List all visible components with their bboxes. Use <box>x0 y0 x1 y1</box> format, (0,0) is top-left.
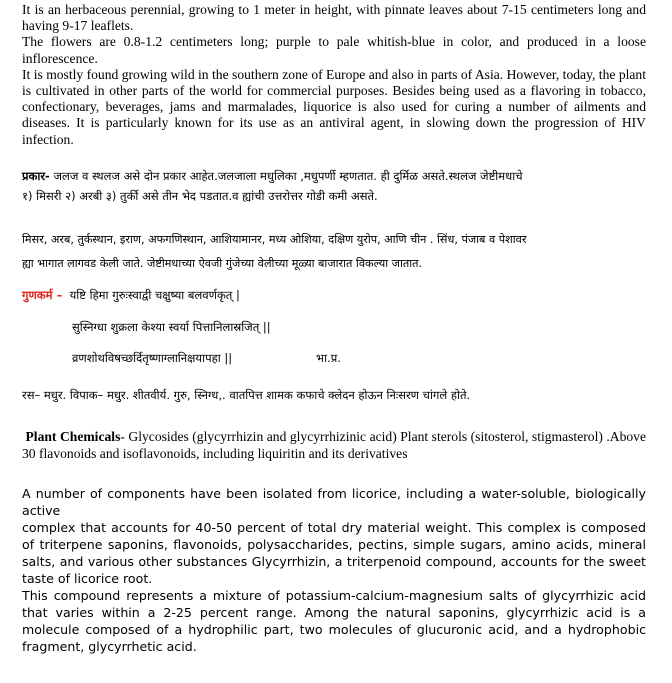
region-line-1: मिसर, अरब, तुर्कस्थान, इराण, अफगणिस्थान, आशियामानर, मध्य ओशिया, दक्षिण युरोप, आणि चीन . सिंध, पंजाब व पेशावर <box>22 233 527 246</box>
intro-section <box>22 2 646 148</box>
gunkarma-verse-2: सुस्निग्धा शुक्रला केश्या स्वर्या पित्तानिलास्रजित् || <box>72 320 271 334</box>
prakar-label: प्रकार- <box>22 169 50 183</box>
plant-chemicals-label: Plant Chemicals <box>25 429 121 444</box>
gunkarma-reference: भा.प्र. <box>316 351 341 365</box>
prakar-line-1: प्रकार- जलज व स्थलज असे दोन प्रकार आहेत.जलजाला मधुलिका ,मधुपर्णी म्हणतात. ही दुर्मिळ असते.स्थलज जेष्टीमधाचे <box>22 169 523 183</box>
intro-paragraph-2: The flowers are 0.8-1.2 centimeters long; purple to pale whitish-blue in color, and produced in a loose inflorescence. <box>22 34 646 66</box>
intro-paragraph-1: It is an herbaceous perennial, growing to 1 meter in height, with pinnate leaves about 7-15 centimeters long and having 9-17 leaflets. <box>22 2 646 34</box>
prakar-section <box>22 166 646 206</box>
gunkarma-verse-1: गुणकर्म – यष्टि हिमा गुरुःस्वाद्वी चक्षुष्या बलवर्णकृत् | <box>22 288 240 302</box>
intro-paragraph-3: It is mostly found growing wild in the southern zone of Europe and also in parts of Asia. However, today, the plant is cultivated in other parts of the world for commercial purposes. Besides being used as a flavoring in tobacco, confectionary, beverages, jams and marmalades, liquorice is also used for curing a number of ailments and diseases. It is particularly known for its use as an antiviral agent, in slowing down the progression of HIV infection. <box>22 66 646 147</box>
components-paragraph-3: This compound represents a mixture of potassium-calcium-magnesium salts of glycyrrhizic acid that varies within a 2-25 percent range. Among the natural saponins, glycyrrhizic acid is a molecule composed of a hydrophilic part, two molecules of glucuronic acid, and a hydrophobic fragment, glycyrrhetic acid. <box>22 588 646 654</box>
components-paragraph-2: complex that accounts for 40-50 percent of total dry material weight. This complex is composed of triterpene saponins, flavonoids, polysaccharides, pectins, simple sugars, amino acids, mineral salts, and various other substances Glycyrrhizin, a triterpenoid compound, accounts for the sweet taste of licorice root. <box>22 520 646 586</box>
rasa-line: रस– मधुर. विपाक– मधुर. शीतवीर्य. गुरु, स्निग्ध,. वातपित्त शामक कफाचे क्लेदन होऊन निःसरण चांगले होते. <box>22 388 471 402</box>
plant-chemicals-section <box>22 428 646 462</box>
region-line-2: ह्या भागात लागवड केली जाते. जेष्टीमधाच्या ऐवजी गुंजेच्या वेलीच्या मूळ्या बाजारात विकल्या जातात. <box>22 257 423 270</box>
components-section <box>22 485 646 655</box>
gunkarma-label: गुणकर्म – <box>22 288 63 302</box>
plant-chemicals-text: - Glycosides (glycyrrhizin and glycyrrhizinic acid) Plant sterols (sitosterol, stigmasterol) .Above 30 flavonoids and isoflavonoids, including liquiritin and its derivatives <box>22 429 647 461</box>
prakar-line-2: १) मिसरी २) अरबी ३) तुर्की असे तीन भेद पडतात.व ह्यांची उत्तरोत्तर गोडी कमी असते. <box>22 189 378 203</box>
region-section <box>22 228 646 276</box>
gunkarma-verse-3: व्रणशोथविषच्छर्दितृष्णाग्लानिक्षयापहा || <box>72 351 233 365</box>
components-paragraph-1: A number of components have been isolated from licorice, including a water-soluble, biologically active <box>22 486 646 518</box>
